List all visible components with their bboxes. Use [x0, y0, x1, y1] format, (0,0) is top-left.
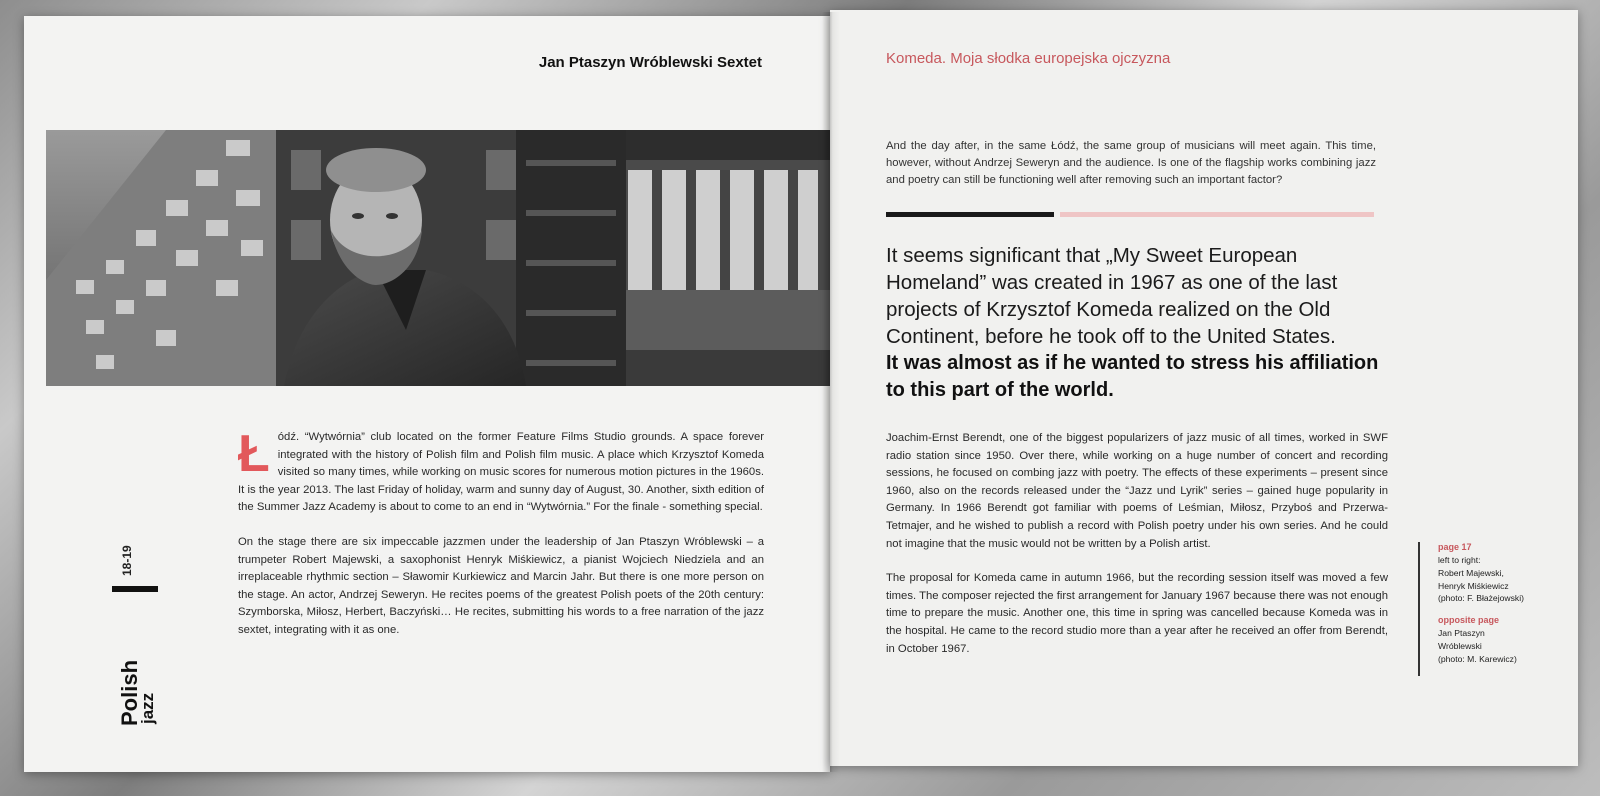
caption-line: Jan Ptaszyn	[1438, 628, 1485, 639]
left-article-body	[238, 425, 764, 657]
caption-head-1: page 17	[1438, 542, 1472, 552]
left-page	[24, 16, 830, 772]
caption-line: Henryk Miśkiewicz	[1438, 580, 1509, 591]
photo-illustration	[46, 130, 830, 386]
caption-line: (photo: M. Karewicz)	[1438, 653, 1517, 664]
brand-line-polish: Polish	[117, 659, 142, 726]
left-paragraph-1	[238, 425, 764, 517]
left-page-header: Jan Ptaszyn Wróblewski Sextet	[538, 54, 762, 71]
caption-line: Robert Majewski,	[1438, 567, 1504, 578]
left-paragraph-2: On the stage there are six impeccable jazzmen under the leadership of Jan Ptaszyn Wróblewski – a trumpeter Robert Majewski, a saxophonist Henryk Miśkiewicz, a pianist Wojciech Niedziela and an irreplaceable rhythmic section – Sławomir Kurkiewicz and Marcin Jahr. But there is one more person on the stage. An actor, Andrzej Seweryn. He recites poems of the greatest Polish poets of the 20th century: Szymborska, Miłosz, Herbert, Baczyński… He recites, submitting his words to a free narration of the jazz sextet, integrating with it as one.	[238, 535, 764, 636]
side-divider-bar	[112, 586, 158, 592]
brand-logo-text	[117, 659, 157, 726]
photo-caption	[1418, 542, 1548, 676]
left-paragraph-1-text: ódź. “Wytwórnia” club located on the former Feature Films Studio grounds. A space forever integrated with the history of Polish film and Polish film music. A place which Krzysztof Komeda visited so many times, while working on music scores for numerous motion pictures in the 1960s. It is the year 2013. The last Friday of holiday, warm and sunny day of August, 30. Another, sixth edition of the Summer Jazz Academy is about to come to an end in “Wytwórnia.” For the finale - something special.	[238, 431, 764, 514]
caption-head-2: opposite page	[1438, 615, 1500, 626]
brand-line-jazz: jazz	[137, 692, 157, 724]
caption-line: left to right:	[1438, 555, 1481, 565]
caption-block-2	[1438, 615, 1548, 665]
pull-quote: It seems significant that „My Sweet European Homeland” was created in 1967 as one of the last projects of Krzysztof Komeda realized on the Old Continent, before he took off to the United States.	[886, 244, 1338, 348]
portrait-photo	[46, 130, 830, 386]
divider-pink	[1060, 212, 1374, 217]
divider-dark	[886, 212, 1054, 217]
caption-line: (photo: F. Błażejowski)	[1438, 593, 1524, 604]
caption-line: Wróblewski	[1438, 640, 1482, 651]
right-paragraph-2: The proposal for Komeda came in autumn 1966, but the recording session itself was moved a few times. The composer rejected the first arrangement for January 1967 because there was not enough time to prepare the music. Another one, this time in spring was cancelled because Komeda was in the hospital. He came to the record studio more than a year after he received an offer from Berendt, in October 1967.	[886, 572, 1388, 655]
page-numbers: 18-19	[120, 545, 134, 576]
right-article-body	[886, 430, 1388, 675]
right-paragraph-1: Joachim-Ernst Berendt, one of the biggest popularizers of jazz music of all times, worked in SWF radio station since 1950. Over there, while working on a huge number of concert and recording sessions, he focused on combing jazz with poetry. The effects of these experiments – present since 1960, also on the records released under the “Jazz und Lyrik” series – gained huge popularity in Germany. In 1966 Berendt got familiar with poems of Leśmian, Miłosz, Przyboś and Przerwa-Tetmajer, and he wished to publish a record with Polish poetry under his own series. And he could not imagine that the music would not be written by a Polish artist.	[886, 432, 1388, 550]
intro-paragraph: And the day after, in the same Łódź, the same group of musicians will meet again. This time, however, without Andrzej Seweryn and the audience. Is one of the flagship works combining jazz and poetry can still be functioning well after removing such an important factor?	[886, 140, 1376, 187]
drop-cap: Ł	[238, 425, 270, 483]
pull-quote-bold: It was almost as if he wanted to stress his affiliation to this part of the world.	[886, 352, 1379, 401]
caption-block-1	[1438, 542, 1548, 605]
right-page-header: Komeda. Moja słodka europejska ojczyzna	[886, 50, 1171, 67]
right-page	[830, 10, 1578, 766]
